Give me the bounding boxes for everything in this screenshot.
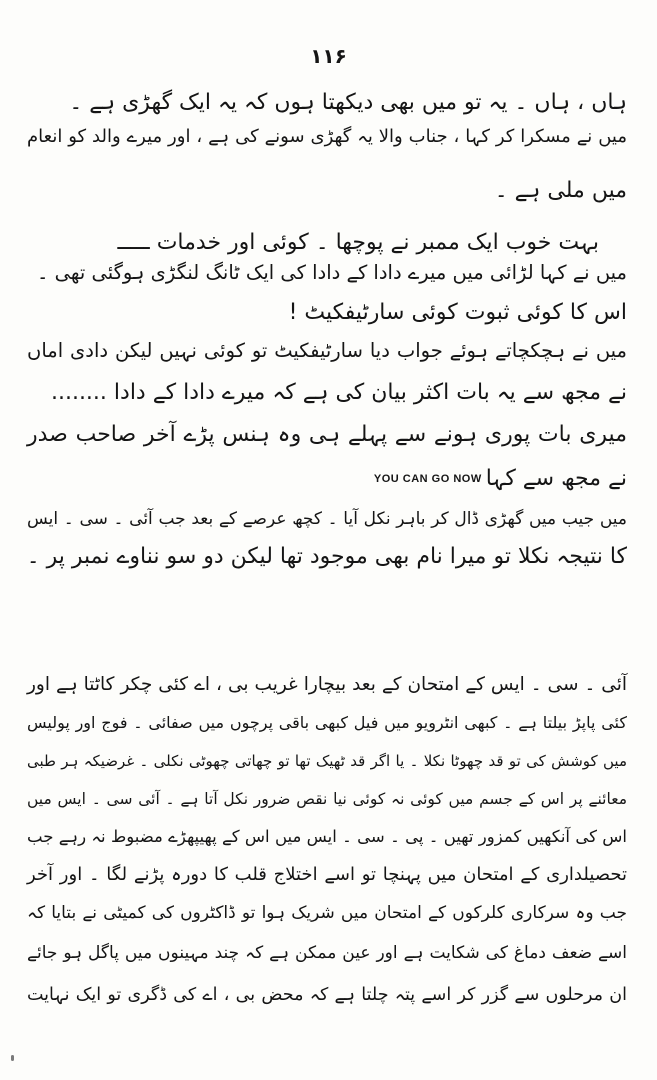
english-phrase: YOU CAN GO NOW: [373, 473, 482, 485]
text-line: آئی ۔ سی ۔ ایس کے امتحان کے بعد بیچارا غریب بی ، اے کئی چکر کاٹتا ہے اور: [27, 674, 627, 695]
text-line: معائنے پر اس کے جسم میں کوئی نہ کوئی نیا نقص ضرور نکل آتا ہے ۔ آئی سی ۔ ایس میں: [27, 790, 627, 808]
text-line: میں جیب میں گھڑی ڈال کر باہر نکل آیا ۔ کچھ عرصے کے بعد جب آئی ۔ سی ۔ ایس: [27, 509, 627, 529]
text-line: میں نے ہچکچاتے ہوئے جواب دیا سارٹیفکیٹ تو کوئی نہیں لیکن دادی اماں: [27, 339, 627, 362]
text-line: اس کی آنکھیں کمزور تھیں ۔ پی ۔ سی ۔ ایس میں اس کے پھیپھڑے مضبوط نہ رہے جب: [27, 827, 627, 846]
text-line: کئی پاپڑ بیلتا ہے ۔ کبھی انٹرویو میں فیل کبھی باقی پرچوں میں صفائی ۔ فوج اور پولیس: [27, 713, 627, 732]
text-line: جب وہ سرکاری کلرکوں کے امتحان میں شریک ہوا تو ڈاکٹروں کی کمیٹی نے بتایا کہ: [27, 903, 627, 923]
text-line: بہت خوب ایک ممبر نے پوچھا ۔ کوئی اور خدمات ـــــ: [117, 230, 599, 255]
text-line: میری بات پوری ہونے سے پہلے ہی وہ ہنس پڑے آخر صاحب صدر: [27, 422, 627, 447]
text-line: نے مجھ سے یہ بات اکثر بیان کی ہے کہ میرے دادا کے دادا ........: [50, 380, 627, 405]
text-line: میں نے مسکرا کر کہا ، جناب والا یہ گھڑی سونے کی ہے ، اور میرے والد کو انعام: [27, 126, 627, 147]
scan-speck: [11, 1055, 14, 1061]
text-line: اس کا کوئی ثبوت کوئی سارٹیفکیٹ !: [288, 300, 627, 325]
text-line: میں ملی ہے ۔: [494, 178, 627, 203]
text-line: میں کوشش کی تو قد چھوٹا نکلا ۔ یا اگر قد ٹھیک تھا تو چھاتی چھوٹی نکلی ۔ غرضیکہ ہر طبی: [27, 752, 627, 770]
text-line: کا نتیجہ نکلا تو میرا نام بھی موجود تھا لیکن دو سو نناوے نمبر پر ۔: [26, 544, 627, 569]
text-line: تحصیلداری کے امتحان میں پہنچا تو اسے اختلاج قلب کا دورہ پڑنے لگا ۔ اور آخر: [27, 864, 627, 885]
text-line: ہاں ، ہاں ۔ یہ تو میں بھی دیکھتا ہوں کہ یہ ایک گھڑی ہے ۔: [69, 90, 627, 115]
text-line-urdu: نے مجھ سے کہا: [485, 466, 627, 491]
page-number: ۱۱۶: [310, 44, 347, 68]
text-line: میں نے کہا لڑائی میں میرے دادا کے دادا کی ایک ٹانگ لنگڑی ہوگئی تھی ۔: [37, 261, 627, 284]
text-line: [370, 464, 627, 494]
text-line: ان مرحلوں سے گزر کر اسے پتہ چلتا ہے کہ محض بی ، اے کی ڈگری تو ایک نہایت: [27, 985, 627, 1005]
text-line: اسے ضعف دماغ کی شکایت ہے اور عین ممکن ہے کہ چند مہینوں میں پاگل ہو جائے: [27, 943, 627, 963]
